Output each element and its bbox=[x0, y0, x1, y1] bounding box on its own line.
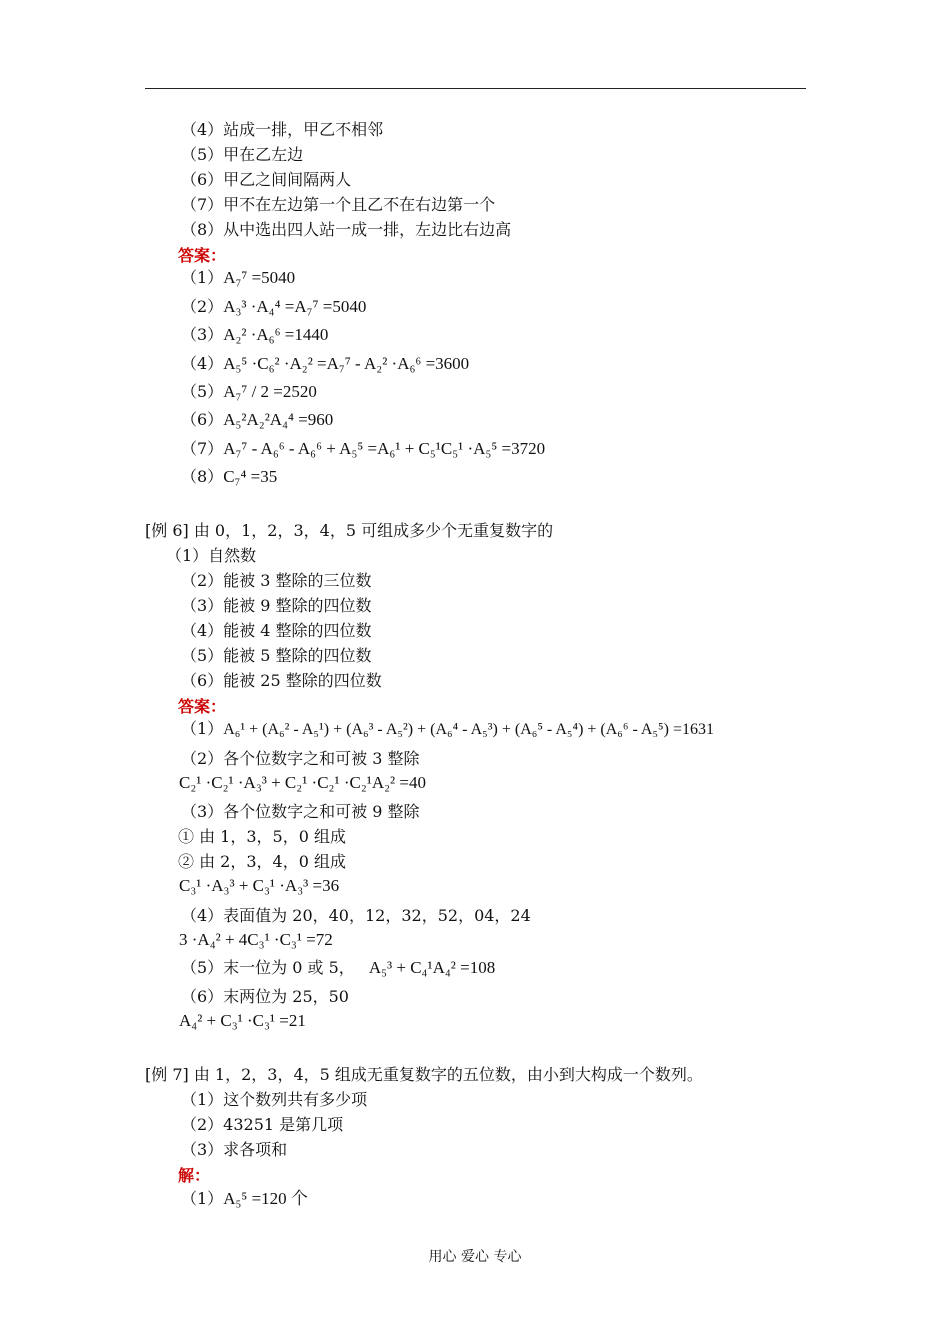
answer-formula: A₆¹ + (A₆² - A₅¹) + (A₆³ - A₅²) + (A₆⁴ - A₅³) + (A₆⁵ - A₅⁴) + (A₆⁶ - A₅⁵) =1631 bbox=[223, 721, 714, 738]
answer-formula: A₅⁵ =120 个 bbox=[223, 1189, 308, 1208]
answer-number: （7） bbox=[181, 439, 224, 458]
answer-number: （2） bbox=[181, 297, 224, 316]
ex5-answer-5 bbox=[181, 382, 317, 402]
answer-label: 答案： bbox=[178, 246, 227, 265]
answer-formula: A₅²A₂²A₄⁴ =960 bbox=[223, 410, 334, 429]
answer-formula: A₇⁷ =5040 bbox=[223, 268, 296, 287]
ex6-answer-4-formula: 3 ·A₄² + 4C₃¹ ·C₃¹ =72 bbox=[179, 930, 333, 949]
ex5-item-5: （5）甲在乙左边 bbox=[181, 145, 304, 164]
ex5-item-7: （7）甲不在左边第一个且乙不在右边第一个 bbox=[181, 195, 496, 214]
ex5-answer-1 bbox=[181, 268, 295, 288]
ex6-answer-3-formula: C₃¹ ·A₃³ + C₃¹ ·A₃³ =36 bbox=[179, 876, 340, 895]
answer-number: （6） bbox=[181, 410, 224, 429]
ex5-answer-4 bbox=[181, 354, 469, 374]
answer-formula: A₅⁵ ·C₆² ·A₂² =A₇⁷ - A₂² ·A₆⁶ =3600 bbox=[223, 354, 470, 373]
ex6-answer-4-text: （4）表面值为 20，40，12，32，52，04，24 bbox=[181, 906, 531, 925]
answer-formula: A₅³ + C₄¹A₄² =108 bbox=[368, 958, 496, 977]
ex6-answer-2-text: （2）各个位数字之和可被 3 整除 bbox=[181, 749, 420, 768]
ex6-item-5: （5）能被 5 整除的四位数 bbox=[181, 646, 372, 665]
ex7-solution-1 bbox=[181, 1189, 308, 1209]
answer-number: （4） bbox=[181, 354, 224, 373]
answer-text: （5）末一位为 0 或 5， bbox=[181, 958, 355, 977]
ex5-item-8: （8）从中选出四人站一成一排，左边比右边高 bbox=[181, 220, 512, 239]
ex7-item-3: （3）求各项和 bbox=[181, 1140, 288, 1159]
page-footer: 用心 爱心 专心 bbox=[428, 1249, 522, 1265]
ex7-item-2: （2）43251 是第几项 bbox=[181, 1115, 344, 1134]
answer-number: （1） bbox=[181, 1189, 224, 1208]
ex6-answer-5 bbox=[181, 958, 495, 978]
ex6-answer-3-case-2: ② 由 2，3，4，0 组成 bbox=[178, 852, 346, 871]
ex6-answer-2-formula: C₂¹ ·C₂¹ ·A₃³ + C₂¹ ·C₂¹ ·C₂¹A₂² =40 bbox=[179, 773, 426, 792]
ex6-answer-label: 答案： bbox=[178, 697, 227, 716]
answer-formula: A₇⁷ - A₆⁶ - A₆⁶ + A₅⁵ =A₆¹ + C₅¹C₅¹ ·A₅⁵ =3720 bbox=[223, 439, 546, 458]
ex6-item-3: （3）能被 9 整除的四位数 bbox=[181, 596, 372, 615]
ex5-answer-6 bbox=[181, 410, 333, 430]
answer-number: （3） bbox=[181, 325, 224, 344]
ex6-answer-3-text: （3）各个位数字之和可被 9 整除 bbox=[181, 802, 420, 821]
header-rule bbox=[145, 88, 806, 89]
ex6-title: [例 6] 由 0，1，2，3，4，5 可组成多少个无重复数字的 bbox=[145, 521, 554, 540]
answer-number: （1） bbox=[181, 719, 224, 738]
ex6-item-4: （4）能被 4 整除的四位数 bbox=[181, 621, 372, 640]
ex5-item-6: （6）甲乙之间间隔两人 bbox=[181, 170, 352, 189]
ex6-item-2: （2）能被 3 整除的三位数 bbox=[181, 571, 372, 590]
ex5-answer-7 bbox=[181, 439, 545, 459]
answer-formula: A₇⁷ / 2 =2520 bbox=[223, 382, 317, 401]
ex7-title: [例 7] 由 1，2，3，4，5 组成无重复数字的五位数，由小到大构成一个数列。 bbox=[145, 1065, 703, 1084]
solution-label: 解： bbox=[178, 1166, 211, 1185]
ex6-item-1: （1）自然数 bbox=[166, 546, 257, 565]
answer-formula: A₃³ ·A₄⁴ =A₇⁷ =5040 bbox=[223, 297, 367, 316]
ex5-item-4: （4）站成一排，甲乙不相邻 bbox=[181, 120, 384, 139]
answer-formula: A₂² ·A₆⁶ =1440 bbox=[223, 325, 329, 344]
ex7-item-1: （1）这个数列共有多少项 bbox=[181, 1090, 368, 1109]
answer-number: （8） bbox=[181, 467, 224, 486]
answer-formula: C₇⁴ =35 bbox=[223, 467, 278, 486]
answer-number: （1） bbox=[181, 268, 224, 287]
ex6-answer-1 bbox=[181, 719, 714, 740]
ex6-answer-6-text: （6）末两位为 25，50 bbox=[181, 987, 349, 1006]
ex6-item-6: （6）能被 25 整除的四位数 bbox=[181, 671, 382, 690]
ex5-answer-3 bbox=[181, 325, 328, 345]
ex6-answer-6-formula: A₄² + C₃¹ ·C₃¹ =21 bbox=[179, 1011, 306, 1030]
answer-number: （5） bbox=[181, 382, 224, 401]
ex5-answer-2 bbox=[181, 297, 366, 317]
ex6-answer-3-case-1: ① 由 1，3，5，0 组成 bbox=[178, 827, 346, 846]
ex5-answer-8 bbox=[181, 467, 277, 487]
